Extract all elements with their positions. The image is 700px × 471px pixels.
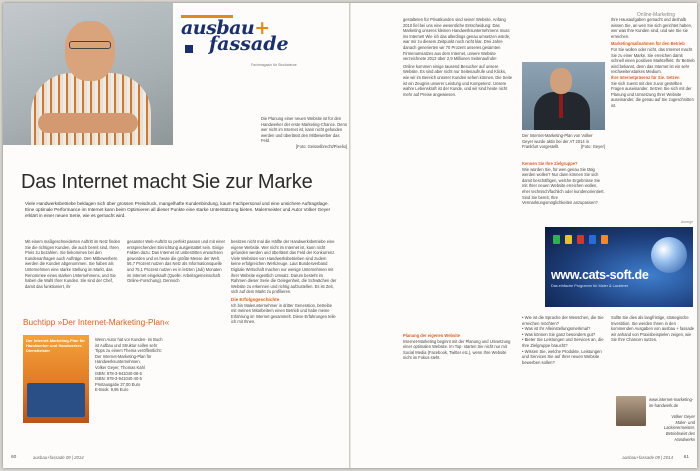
- house-icon: [185, 45, 193, 53]
- right-page: [350, 3, 697, 468]
- book-tip-title: Buchtipp »Der Internet-Marketing-Plan«: [23, 317, 170, 327]
- list-item: • Wie ist die Sprache der Menschen, die Sie erreichen möchten?: [522, 315, 604, 326]
- target-group-box: Kennen Sie Ihre Zielgruppe? Wie würden Sie, für wen genau Sie tätig werden wollen? Nur dann können Sie sich damit beschäftigen, welche Ergebnisse Sie mit Ihrer neuen Website erreichen wollen, eher technisch/fachlich oder kundenorientiert. Sind Sie bereit, Ihre Vermarktungsmöglichkeiten anzupassen?: [522, 161, 605, 206]
- body-column-3: Ihre Hausaufgaben gemacht und deshalb wissen Sie, an wen Sie sich gerichtet haben, wer was Ihre Kunden sind, und wie Sie sie erreichen. Marketingmaßnahmen für den Betrieb Für Sie wollen oder nicht, das Internet macht Sie zu einer Marke. Sie erreichen damit schnell einen positiven Markteffekt. Ihr Betrieb wird bekannt, denn das Internet ist ein sehr reichweitenstarkes Medium. Ihre Internetpräsenz für Sie. Setzen Sie sich zuerst mit den zuvor gestellten Fragen auseinander. Setzen Sie sich mit der Planung und Umsetzung Ihrer Website auseinander, die genau auf Sie zugeschnitten ist.: [611, 17, 695, 108]
- author-thumbnail: [616, 396, 646, 426]
- hero-photo: [3, 3, 173, 145]
- logo-tagline: Fachmagazin für Stuckateure: [251, 63, 297, 67]
- ad-url[interactable]: www.cats-soft.de: [551, 268, 649, 282]
- subheading: Die Erfolgsgeschichte: [231, 296, 280, 302]
- list-item: • Was können Sie ganz besonders gut?: [522, 331, 596, 337]
- closing-column: Sollte Sie dies als langfristige, strategische Investition. Sie werden Ihnen in den kommenden Ausgaben von ausbau + fassade wir anhand von Praxisbeispielen zeigen, wie Sie Ihre Chancen nutzen.: [611, 315, 695, 343]
- subheading: Kennen Sie Ihre Zielgruppe?: [522, 161, 578, 166]
- section-label: Online-Marketing: [636, 12, 675, 18]
- advertisement[interactable]: [545, 227, 693, 307]
- author-photo-caption: Der Internet-Marketing-Plan von Volker Geyer wurde aktiv bei der AT 2014 in Frankfurt vorgestellt. [Foto: Geyer]: [522, 133, 605, 150]
- footer-publication: ausbau+fassade 09 | 2014: [33, 455, 84, 460]
- author-photo: [522, 62, 605, 130]
- body-column-1: Mit einem maßgeschneiderten Auftritt im Netz finden Sie die richtigen Kunden, die auch bereit sind, Ihren Preis zu bezahlen. Sie bekommen bei den Kundenanfragen auch Aufträge. Den Mitbewerbern werden die Kunden abgenommen. Sie haben als Unternehmen eine starke Stellung im Markt, das Renommee eines starken Unternehmens, und Sie haben die Wahl Ihrer Kunden. Sie sind der Chef, damit das funktioniert, ihr: [25, 239, 121, 289]
- subheading: Marketingmaßnahmen für den Betrieb: [611, 41, 685, 47]
- subheading: Ihre Internetpräsenz für Sie. Setzen: [611, 74, 680, 80]
- list-item: • Bieter Sie Leistungen und Services an, die Ihre Zielgruppe braucht?: [522, 337, 604, 348]
- page-number-right: 61: [683, 455, 689, 460]
- list-item: • Was ist Ihr Alleinstellungsmerkmal?: [522, 326, 591, 332]
- left-page: [3, 3, 350, 468]
- question-list: [522, 315, 606, 365]
- author-block: www.internet-marketing-im-handwerk.de Volker Geyer Maler- und Lackierermeister, Betriebswirt des Handwerks: [649, 397, 695, 442]
- planning-section: Planung der eigenen Website Internet-Marketing beginnt mit der Planung und Umsetzung einer optimalen Website. Im Top- starten Sie nicht nur mit Social Media (Facebook, Twitter etc.), wenn Ihre Website nicht im Fokus steht.: [403, 333, 513, 361]
- author-link[interactable]: www.internet-marketing-im-handwerk.de: [649, 397, 694, 408]
- ad-label: Anzeige: [681, 220, 693, 224]
- lead-paragraph: Viele Handwerksbetriebe beklagen sich über grossen Preisdruck, mangelhafte Kundenbindung, kaum Fachpersonal und eine unsichere Auftragslage. Eine optimale Performance im Internet kann beim Optimieren all dieser Punkte eine starke Unterstützung bieten. Malermeister und Autor Volker Geyer erklärt in einer neuen Serie, wie es gemacht wird.: [25, 201, 331, 219]
- book-cover: Der Internet-Marketing-Plan für Handwerker und Handwerker-Dienstleister: [23, 335, 89, 423]
- photo-credit: [Foto: Geisselbrecht/Pixelio]: [296, 143, 347, 149]
- book-info: Wenn Autor hat vor Kunden- im Buch ist Aufbau und Struktur sollen sehr Tipps zu einem Thema veröffentlicht: Der Internet-Marketing-Plan für Handwerksunternehmen. Volker Geyer, Thomas Kahl ISBN: 978-3-941040-08-5 ISBN: 978-3-941040-40-5 Printausgabe 37,00 Euro E-Book: 9,95 Euro: [95, 337, 163, 393]
- footer-publication: ausbau+fassade 09 | 2014: [622, 455, 673, 460]
- headline: Das Internet macht Sie zur Marke: [21, 171, 313, 193]
- ad-slogan: Das einfache Programm für Maler & Lackierer: [551, 284, 629, 288]
- magazine-spread: [3, 3, 697, 468]
- body-column-1: gestalteten für Privatkunden sind seiner Website. Anfang 2010 fiel bei uns eine wesentliche Entscheidung: Das Marketing unseres kleinen Handwerksunternehmens muss ins Internet! Wie ich das allerdings genau umsetzen würde, war mir zu diesem Zeitpunkt noch nicht klar. Drei Jahre danach generierten wir 70 Prozent unseres gesamten Firmenumsatzes aus dem Internet, unsere Website verzeichnete 2013 über 2,9 Millionen Seitenaufrufe! Online kommen einige tausend Besucher auf unsere Website. Es sind aber nicht nur Seitenaufrufe und Klicks, wie wir im Bereich unserer Kunden sehen können. Die Seite ist ein Zeugnis unserer Leistung und Kompetenz. Unsere wahre Lebenskraft ist der Kunde, und wir sind heute nicht mehr auf Preise angewiesen.: [403, 17, 512, 97]
- body-column-3: besitzen nicht mal die Hälfte der Handwerksbetriebe eine eigene Website. Wer nicht im Internet ist, kann nicht gefunden werden und überlässt das Feld der Konkurrenz. Viele Websites von Handwerksbetrieben sind zudem keine erfolgreichen Werkzeuge. Laut Bundesverband Digitale Wirtschaft machen nur wenige Unternehmen mit ihrer Website eigentlich Umsatz. Darum besteht im Rahmen dieser Serie die Gelegenheit, die Schwächen der Website zu erkennen und richtig aufzustellen. Es ist Zeit, sich auf dem Markt zu profilieren. Die Erfolgsgeschichte Ich bin Malerunternehmer in dritter Generation, betreibe mit meinen Mitarbeitern einen Betrieb und habe meine Erfahrung im Internet gesammelt. Diese Erfahrungen teile ich mit Ihnen.: [231, 239, 337, 325]
- body-column-2: gesamter Web-Auftritt so perfekt passen und mit einer entsprechenden Einrichtung ausgestattet sein. Einige Fakten dazu: Das Internet ist unbestritten erwachsen geworden und es heute die größte Messe der Welt. 56,7 Prozent nutzen das Netz als Informationsquelle und 75,1 Prozent nutzen es in letzten (Juli) Monaten im Internet eingekauft (Quelle: Arbeitsgemeinschaft Online-Forschung). Dennoch: [127, 239, 225, 284]
- globe-graphic: [651, 237, 687, 273]
- subheading: Planung der eigenen Website: [403, 333, 461, 338]
- magazine-logo: ausbau+ fassade Fachmagazin für Stuckateure: [181, 17, 297, 67]
- list-item: • Wissen Sie, welche Produkte, Leistungen und Services Sie auf Ihrer neuen Website bewerben sollen?: [522, 348, 602, 365]
- photo-caption: Die Planung einer neuen Website ist für den Handwerker der erste Marketing-Chance. Denn wer nicht im Internet ist, kann nicht gefunden werden und überlässt den Mitbewerber das Feld. [Foto: Geisselbrecht/Pixelio]: [261, 116, 348, 149]
- page-number-left: 60: [11, 455, 17, 460]
